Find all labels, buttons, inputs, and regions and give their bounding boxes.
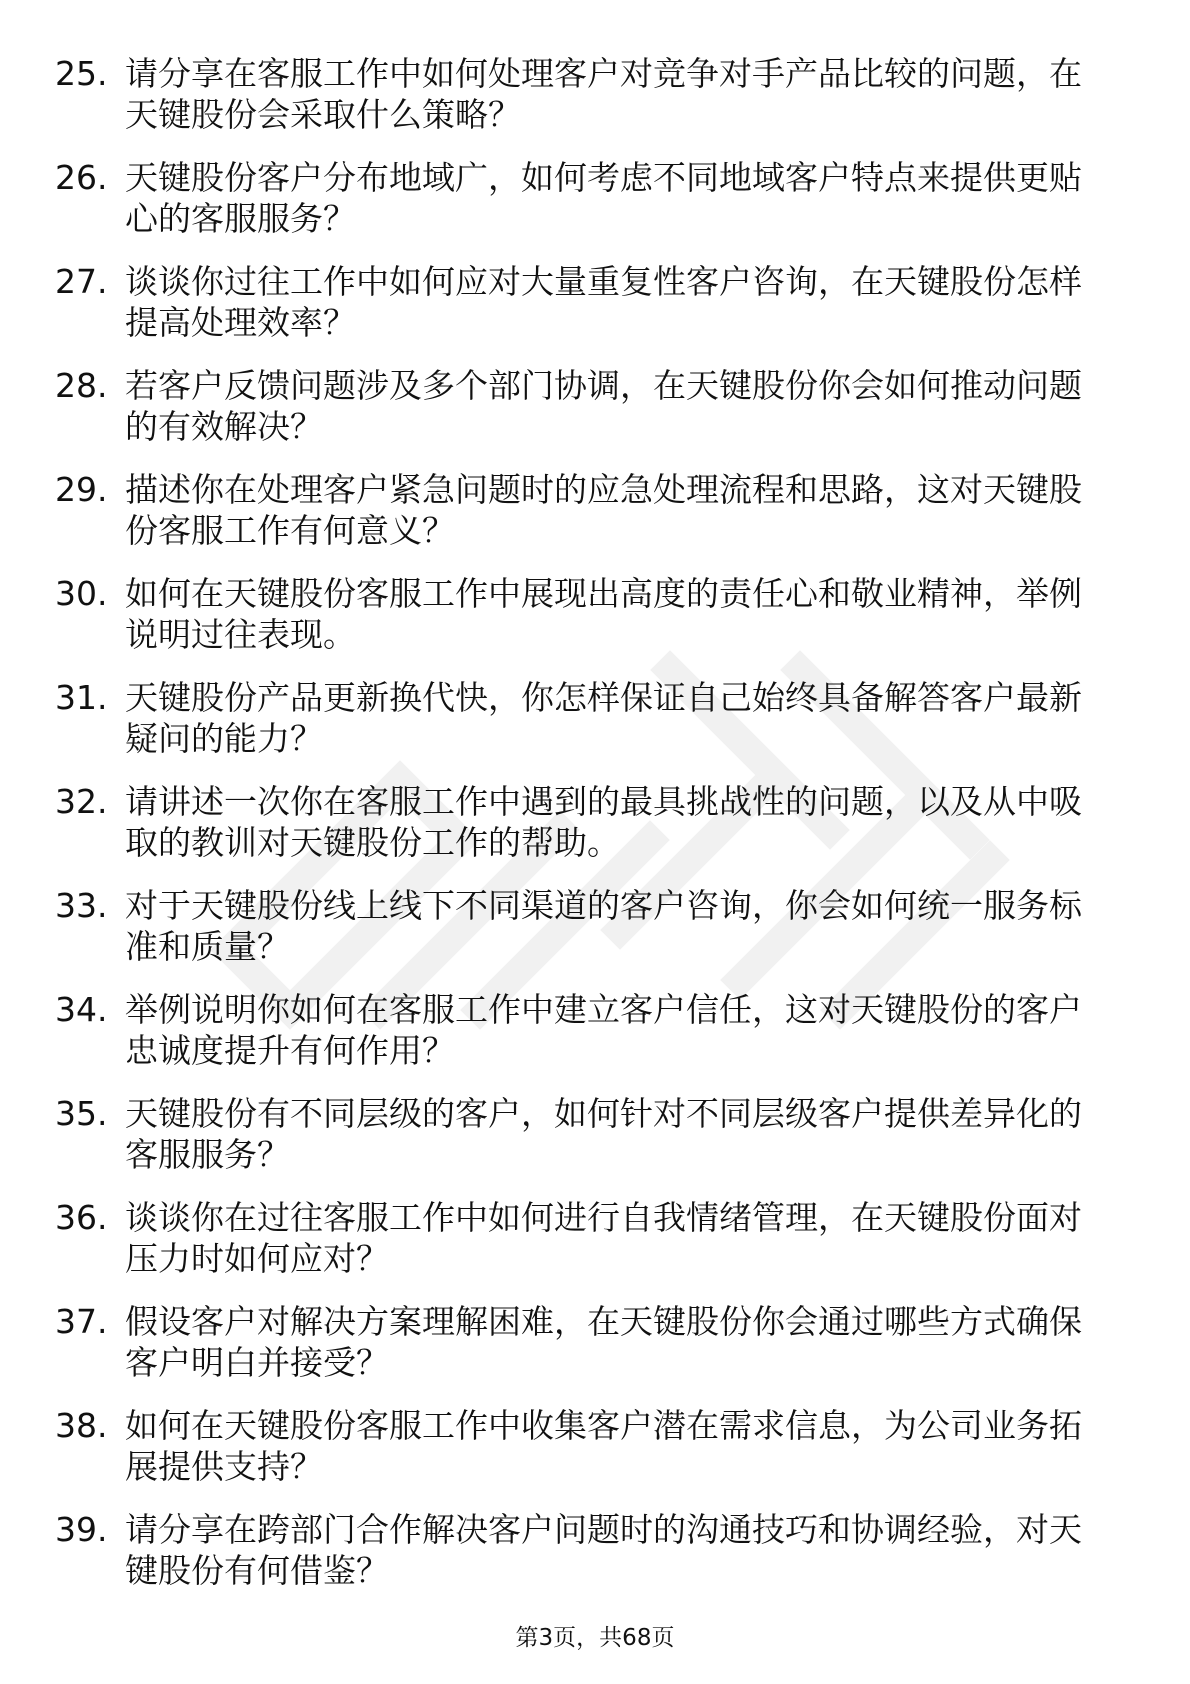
question-item-29 [55,469,1115,573]
question-item-30 [55,573,1115,677]
question-number: 28. [55,366,108,405]
question-text: 假设客户对解决方案理解困难，在天键股份你会通过哪些方式确保客户明白并接受？ [125,1302,1082,1382]
question-item-38 [55,1405,1115,1509]
question-number: 25. [55,54,108,93]
question-number: 31. [55,678,108,717]
question-item-25 [55,53,1115,157]
question-text: 谈谈你过往工作中如何应对大量重复性客户咨询，在天键股份怎样提高处理效率？ [125,262,1082,342]
question-item-28 [55,365,1115,469]
question-text: 请分享在客服工作中如何处理客户对竞争对手产品比较的问题，在天键股份会采取什么策略？ [125,54,1082,134]
question-text: 对于天键股份线上线下不同渠道的客户咨询，你会如何统一服务标准和质量？ [125,886,1082,966]
question-text: 请分享在跨部门合作解决客户问题时的沟通技巧和协调经验，对天键股份有何借鉴？ [125,1510,1082,1590]
question-item-32 [55,781,1115,885]
question-number: 38. [55,1406,108,1445]
question-text: 天键股份有不同层级的客户，如何针对不同层级客户提供差异化的客服服务？ [125,1094,1082,1174]
question-number: 39. [55,1510,108,1549]
question-item-26 [55,157,1115,261]
question-number: 36. [55,1198,108,1237]
question-item-31 [55,677,1115,781]
question-text: 天键股份客户分布地域广，如何考虑不同地域客户特点来提供更贴心的客服服务？ [125,158,1082,238]
question-list [55,53,1115,1613]
question-text: 天键股份产品更新换代快，你怎样保证自己始终具备解答客户最新疑问的能力？ [125,678,1082,758]
question-number: 32. [55,782,108,821]
question-text: 描述你在处理客户紧急问题时的应急处理流程和思路，这对天键股份客服工作有何意义？ [125,470,1082,550]
question-item-39 [55,1509,1115,1613]
question-number: 30. [55,574,108,613]
question-number: 27. [55,262,108,301]
question-number: 33. [55,886,108,925]
question-item-35 [55,1093,1115,1197]
question-text: 请讲述一次你在客服工作中遇到的最具挑战性的问题，以及从中吸取的教训对天键股份工作的帮助。 [125,782,1082,862]
question-text: 如何在天键股份客服工作中展现出高度的责任心和敬业精神，举例说明过往表现。 [125,574,1082,654]
question-item-34 [55,989,1115,1093]
question-number: 29. [55,470,108,509]
question-number: 26. [55,158,108,197]
question-text: 如何在天键股份客服工作中收集客户潜在需求信息，为公司业务拓展提供支持？ [125,1406,1082,1486]
question-item-33 [55,885,1115,989]
question-text: 举例说明你如何在客服工作中建立客户信任，这对天键股份的客户忠诚度提升有何作用？ [125,990,1082,1070]
question-text: 谈谈你在过往客服工作中如何进行自我情绪管理，在天键股份面对压力时如何应对？ [125,1198,1082,1278]
question-item-37 [55,1301,1115,1405]
question-number: 37. [55,1302,108,1341]
question-number: 35. [55,1094,108,1133]
question-item-36 [55,1197,1115,1301]
question-item-27 [55,261,1115,365]
question-text: 若客户反馈问题涉及多个部门协调，在天键股份你会如何推动问题的有效解决？ [125,366,1082,446]
page-footer: 第3页，共68页 [515,1625,675,1651]
question-number: 34. [55,990,108,1029]
